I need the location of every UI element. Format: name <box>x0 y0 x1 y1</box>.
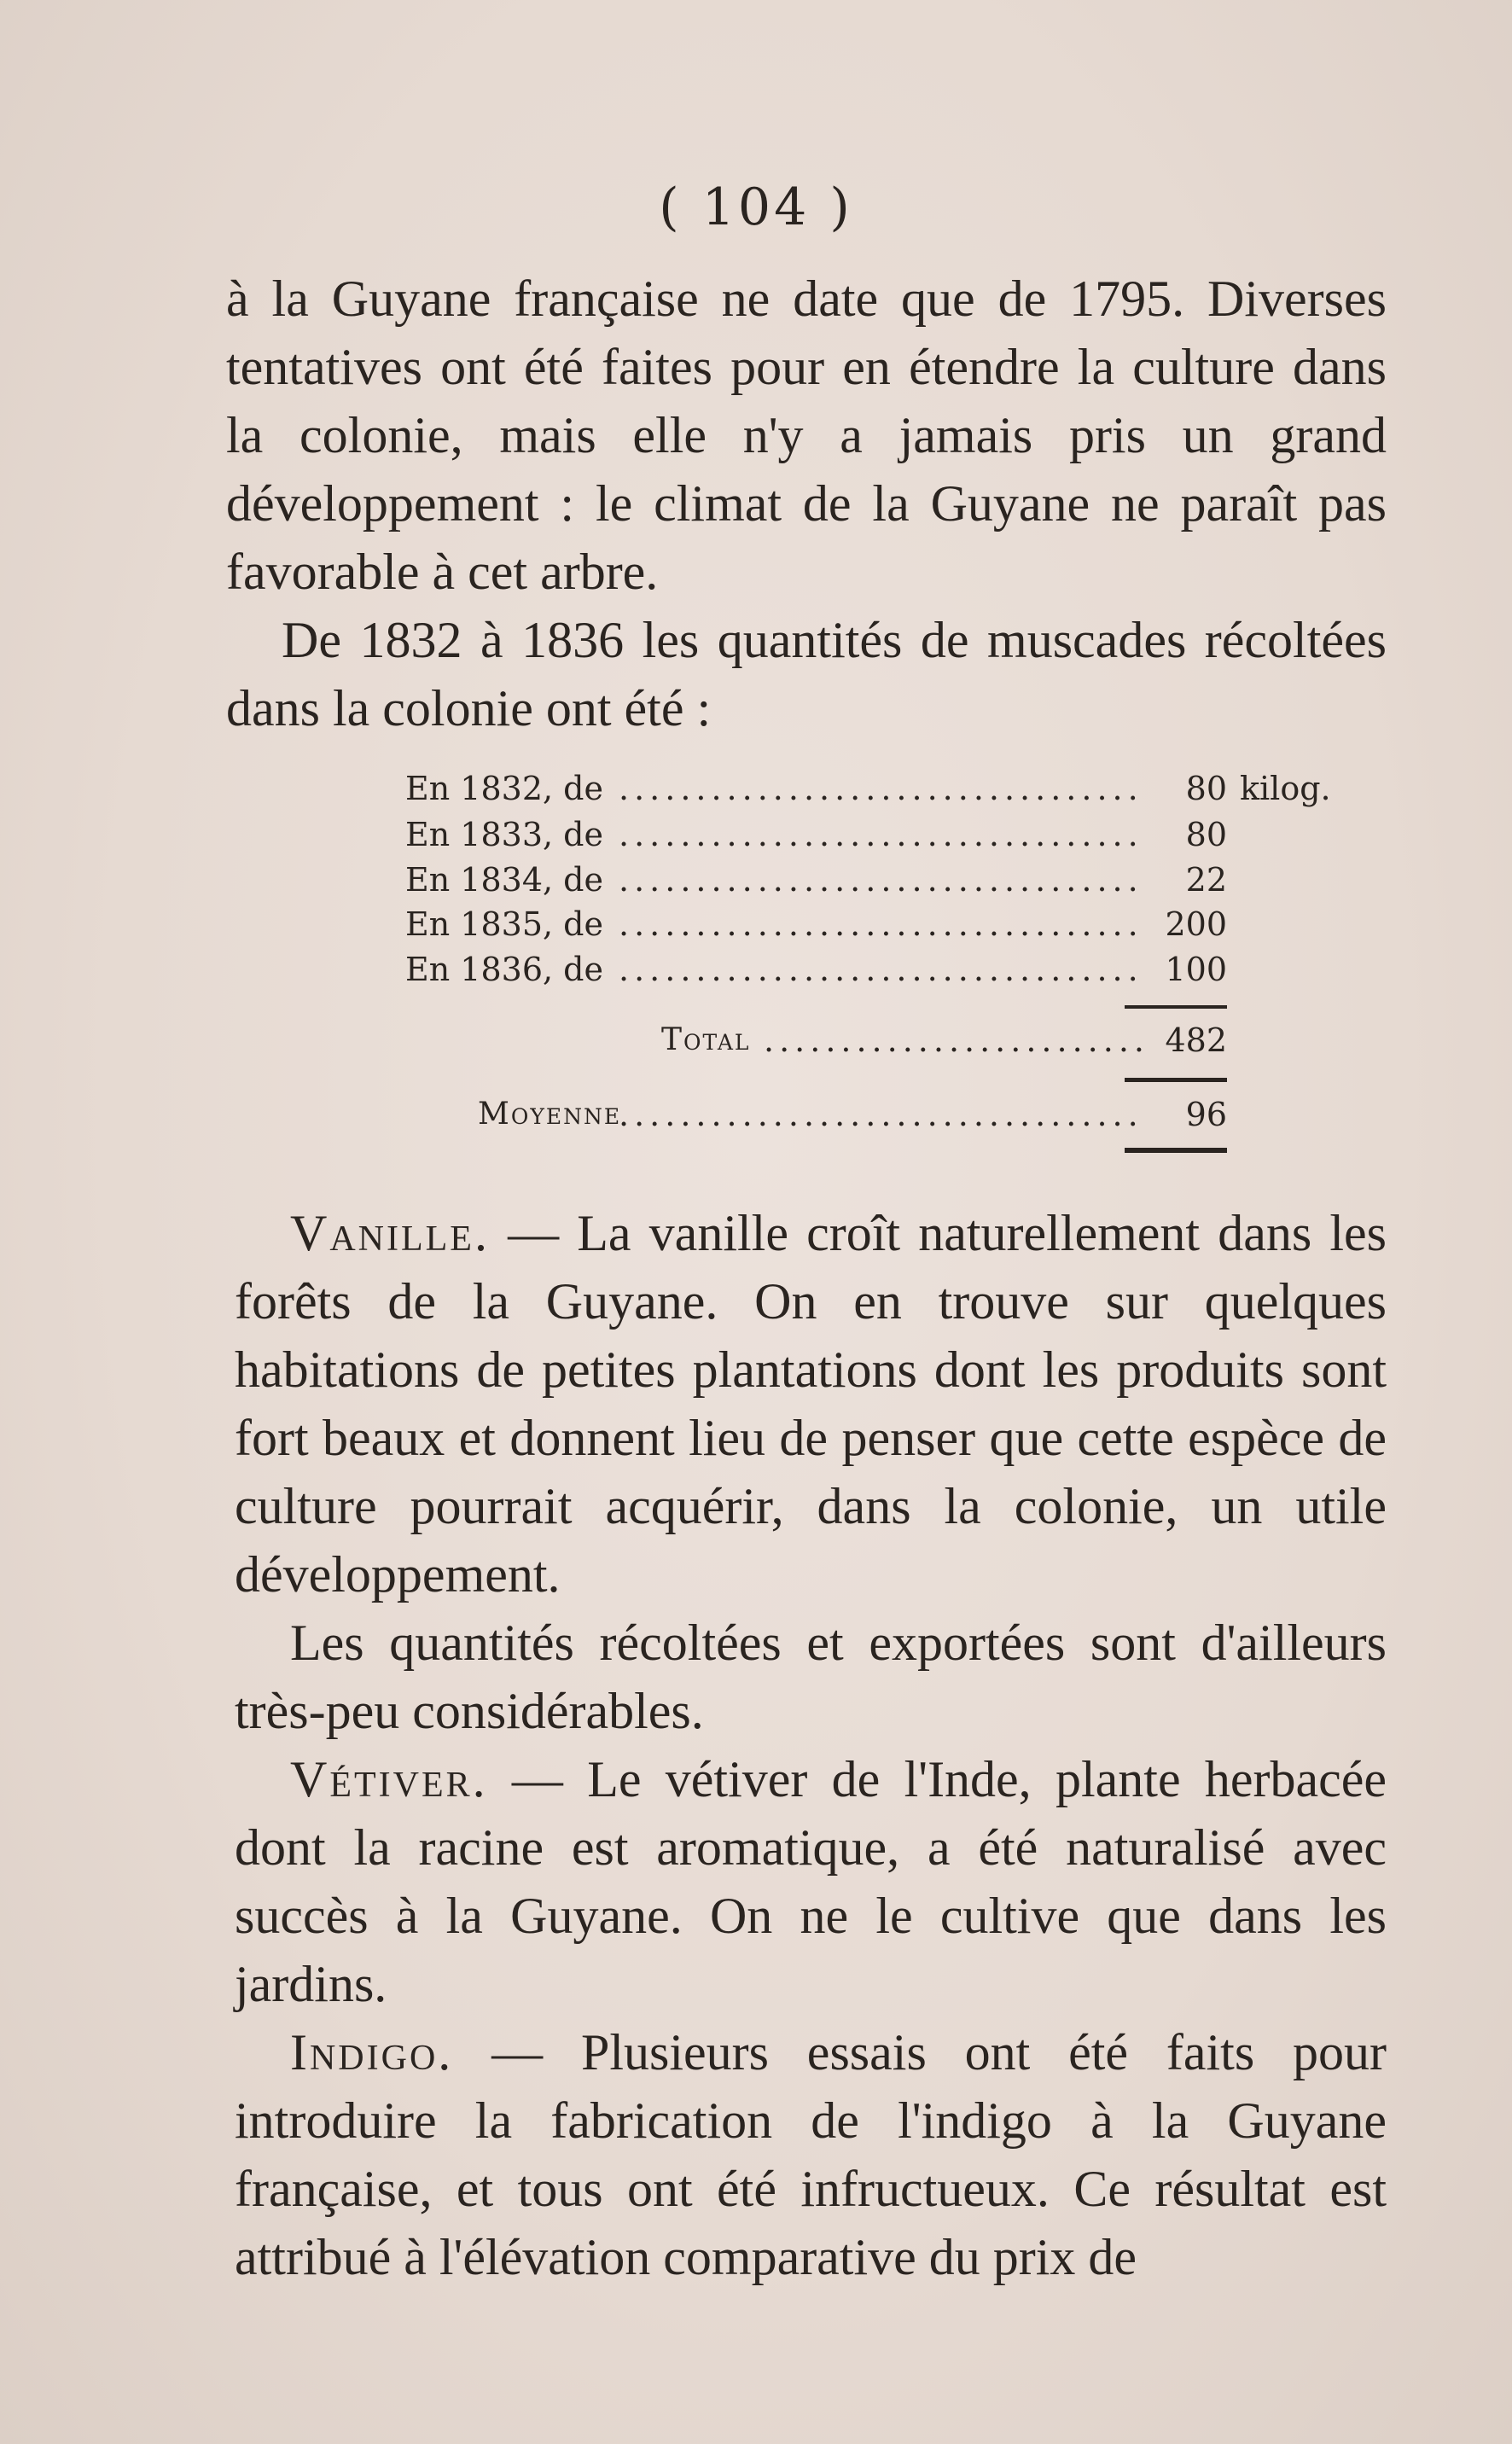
row-label: En 1836, de <box>405 951 603 988</box>
row-value: 22 <box>1185 861 1227 899</box>
leader-dots: .................................. <box>619 770 1143 807</box>
leader-dots: .................................. <box>619 951 1143 988</box>
paragraph-vetiver <box>235 1745 1387 2018</box>
average-rule <box>1125 1148 1227 1153</box>
paragraph-indigo <box>235 2018 1387 2291</box>
heading-indigo: Indigo. <box>290 2024 454 2080</box>
leader-dots: ......................... <box>764 1021 1149 1059</box>
row-label: En 1835, de <box>405 905 603 943</box>
total-value: 482 <box>1165 1021 1227 1059</box>
paragraph-harvest-intro: De 1832 à 1836 les quantités de muscades récoltées dans la colonie ont été : <box>226 612 1387 736</box>
row-value: 80 <box>1185 770 1227 807</box>
heading-vanille: Vanille. <box>290 1205 490 1261</box>
leader-dots: .................................. <box>619 905 1143 943</box>
row-value: 200 <box>1165 905 1227 943</box>
row-label: En 1833, de <box>405 816 603 853</box>
row-label: En 1834, de <box>405 861 603 899</box>
row-unit: kilog. <box>1240 770 1331 807</box>
text-block-top <box>226 265 1387 742</box>
average-label: Moyenne <box>478 1097 622 1132</box>
average-value: 96 <box>1185 1096 1227 1133</box>
paragraph-continuation: à la Guyane française ne date que de 1795. Diverses tentatives ont été faites pour en étendre la culture dans la colonie, mais elle n'y a jamais pris un grand développement : le climat de la Guyane ne paraît pas favorable à cet arbre. <box>226 271 1387 600</box>
row-label: En 1832, de <box>405 770 603 807</box>
text-block-bottom <box>235 1199 1387 2291</box>
indigo-text: — Plusieurs essais ont été faits pour introduire la fabrication de l'indigo à la Guyane française, et tous ont été infructueux. Ce résultat est attribué à l'élévation comparative du prix de <box>235 2024 1387 2285</box>
row-value: 80 <box>1185 816 1227 853</box>
paragraph-vanille-quantities: Les quantités récoltées et exportées sont d'ailleurs très-peu considérables. <box>235 1615 1387 1739</box>
row-value: 100 <box>1165 951 1227 988</box>
total-label: Total <box>661 1022 751 1057</box>
heading-vetiver: Vétiver. <box>290 1751 488 1807</box>
leader-dots: .................................. <box>619 1096 1143 1133</box>
sum-rule <box>1125 1005 1227 1009</box>
total-rule <box>1125 1078 1227 1082</box>
paragraph-vanille <box>235 1199 1387 1609</box>
vanille-text: — La vanille croît naturellement dans les forêts de la Guyane. On en trouve sur quelques habitations de petites plantations dont les produits sont fort beaux et donnent lieu de penser que cette espèce de culture pourrait acquérir, dans la colonie, un utile développement. <box>235 1205 1387 1603</box>
vetiver-text: — Le vétiver de l'Inde, plante herbacée dont la racine est aromatique, a été naturalisé avec succès à la Guyane. On ne le cultive que dans les jardins. <box>235 1751 1387 2012</box>
leader-dots: .................................. <box>619 861 1143 899</box>
leader-dots: .................................. <box>619 816 1143 853</box>
page-number: ( 104 ) <box>659 177 853 237</box>
